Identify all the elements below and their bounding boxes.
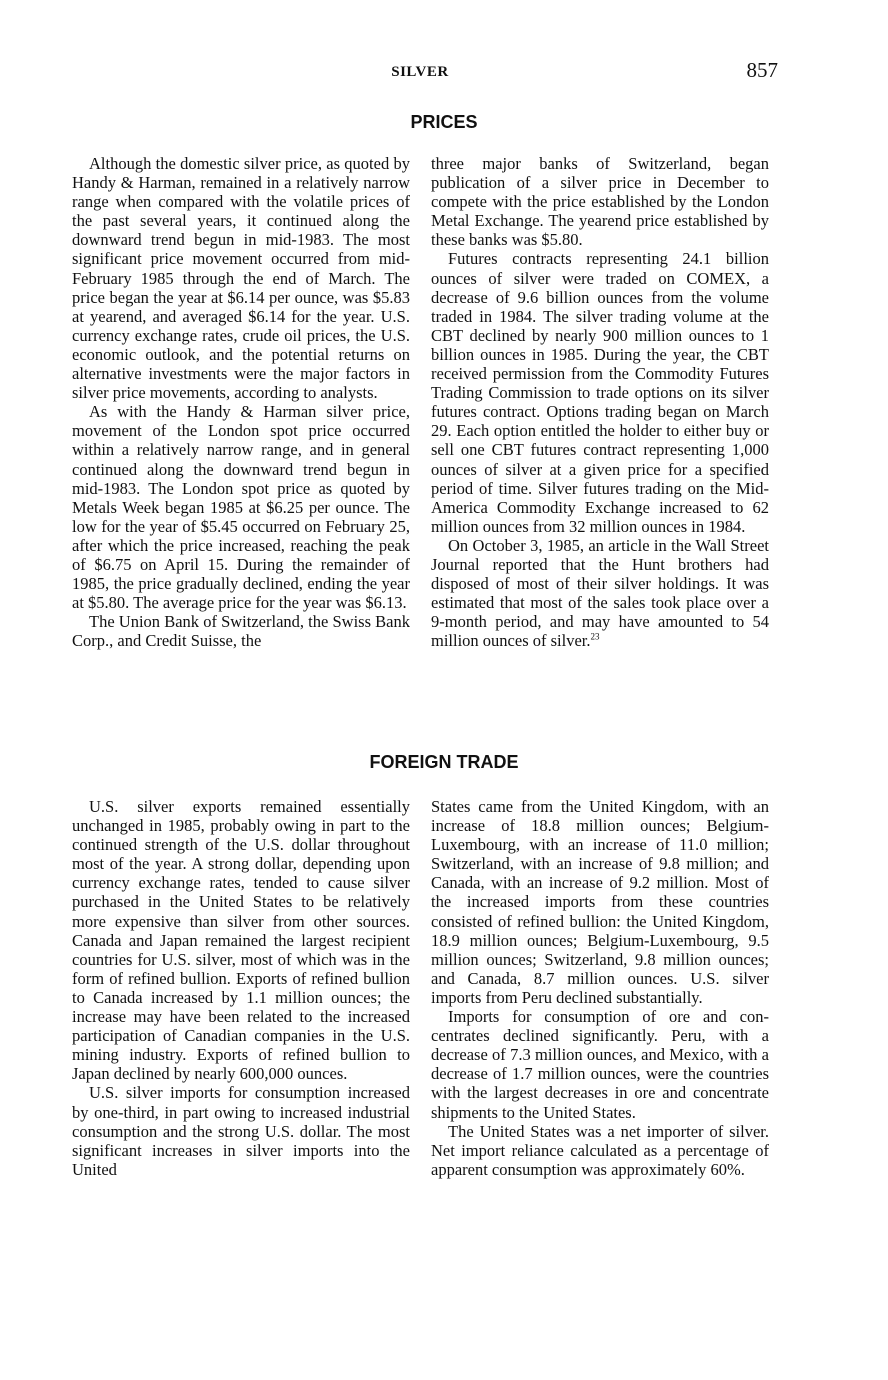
- trade-right-column: [431, 797, 769, 1179]
- paragraph: The Union Bank of Switzerland, the Swiss Bank Corp., and Credit Suisse, the: [72, 612, 410, 651]
- paragraph-continuation: States came from the United Kingdom, with an increase of 18.8 million ounces; Belgium-Luxembourg, with an increase of 11.0 million; Switzerland, with an increase of 9.8 million; and Canada, with an increase of 9.2 million. Most of the increased imports from these countries consisted of refined bullion: the United Kingdom, 18.9 million ounces; Belgium-Luxembourg, 9.5 million ounces; Switzerland, 9.8 million ounces; and Canada, 8.7 million ounces. U.S. silver imports from Peru declined substantially.: [431, 797, 769, 1007]
- prices-right-column: [431, 154, 769, 650]
- prices-left-column: [72, 154, 410, 650]
- paragraph: U.S. silver exports remained essentially unchanged in 1985, probably owing in part to the continued strength of the U.S. dollar throughout most of the year. A strong dollar, depending upon currency exchange rates, tended to cause silver purchased in the United States to be relatively more expensive than silver from other sources. Canada and Japan remained the largest recipient countries for U.S. silver, most of which was in the form of refined bullion. Exports of refined bullion to Canada increased by 1.1 million ounces; the increase may have been related to the increased participation of Canadian companies in the U.S. mining industry. Exports of refined bullion to Japan declined by nearly 600,000 ounces.: [72, 797, 410, 1084]
- paragraph: Although the domestic silver price, as quoted by Handy & Harman, remained in a relatively narrow range when compared with the volatile prices of the past several years, it continued along the downward trend begun in mid-1983. The most significant price movement occurred from mid-February 1985 through the end of March. The price began the year at $6.14 per ounce, was $5.83 at yearend, and averaged $6.14 for the year. U.S. currency exchange rates, crude oil prices, the U.S. economic outlook, and the potential returns on alternative investments were the major factors in silver price movements, according to analysts.: [72, 154, 410, 403]
- trade-left-column: [72, 797, 410, 1179]
- paragraph-continuation: three major banks of Switzerland, began publication of a silver price in December to compete with the price established by the London Metal Exchange. The yearend price established by these banks was $5.80.: [431, 154, 769, 250]
- paragraph-text: On October 3, 1985, an article in the Wall Street Journal reported that the Hunt brothers had disposed of most of their silver holdings. It was estimated that most of the sales took place over a 9-month period, and may have amounted to 54 million ounces of silver.: [431, 535, 769, 651]
- paragraph: The United States was a net importer of silver. Net import reliance calculated as a percentage of apparent consumption was approximately 60%.: [431, 1121, 769, 1179]
- paragraph: Imports for consumption of ore and concentrates declined significantly. Peru, with a decrease of 7.3 million ounces, and Mexico, with a decrease of 1.7 million ounces, were the countries with the largest decreases in ore and concentrate shipments to the United States.: [431, 1007, 769, 1122]
- paragraph: As with the Handy & Harman silver price, movement of the London spot price occurred within a relatively narrow range, and in general continued along the downward trend begun in mid-1983. The London spot price as quoted by Metals Week began 1985 at $6.25 per ounce. The low for the year of $5.45 occurred on February 25, after which the price increased, reaching the peak of $6.75 on April 15. During the remainder of 1985, the price gradually declined, ending the year at $5.80. The average price for the year was $6.13.: [72, 402, 410, 613]
- footnote-reference: 23: [590, 631, 600, 642]
- paragraph: [431, 536, 769, 651]
- running-head: [0, 58, 888, 86]
- page-number: 857: [746, 58, 778, 82]
- running-title: SILVER: [391, 64, 449, 80]
- paragraph: U.S. silver imports for consumption increased by one-third, in part owing to increased industrial consumption and the strong U.S. dollar. The most significant increases in silver imports into the United: [72, 1083, 410, 1179]
- section-heading-foreign-trade: FOREIGN TRADE: [369, 752, 519, 772]
- paragraph: Futures contracts representing 24.1 billion ounces of silver were traded on COMEX, a decrease of 9.6 billion ounces from the volume traded in 1984. The silver trading volume at the CBT declined by nearly 900 million ounces to 1 billion ounces in 1985. During the year, the CBT received permission from the Commodity Futures Trading Commission to trade options on its silver futures contract. Options trading began on March 29. Each option entitled the holder to either buy or sell one CBT futures contract representing 1,000 ounces of silver at a given price for a specified period of time. Silver futures trading on the Mid-America Commodity Exchange increased to 62 million ounces from 32 million ounces in 1984.: [431, 249, 769, 536]
- section-heading-prices: PRICES: [410, 112, 478, 132]
